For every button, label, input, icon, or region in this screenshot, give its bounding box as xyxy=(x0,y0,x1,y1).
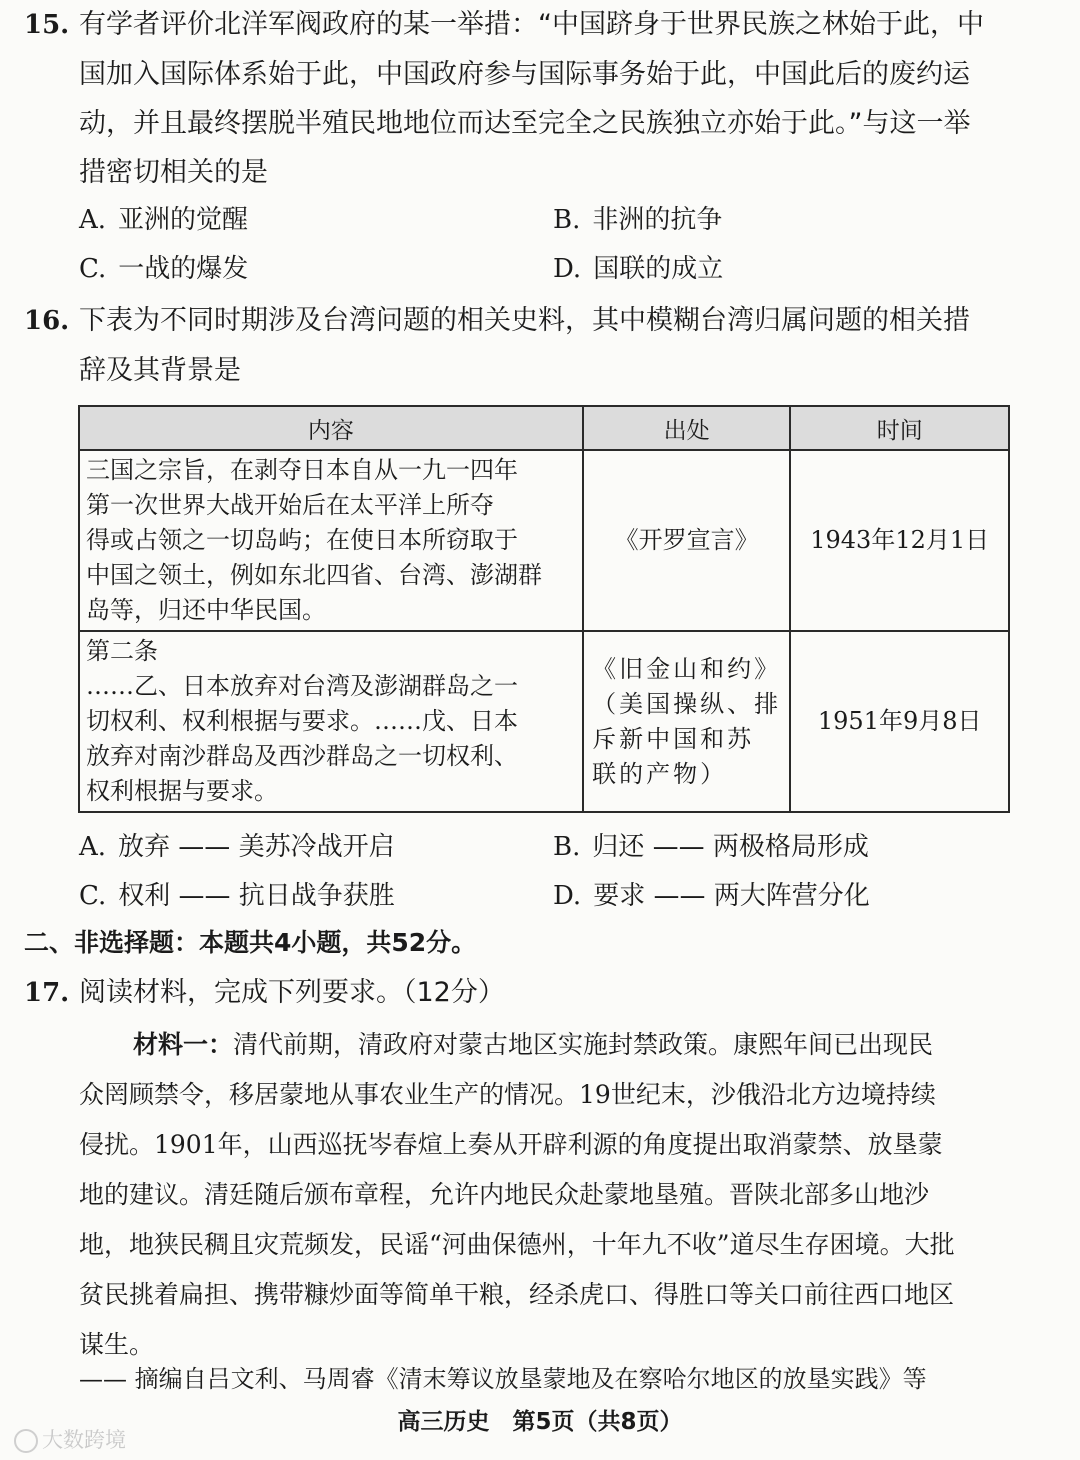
question-15-options xyxy=(79,196,1039,294)
option-b[interactable]: B. 归还 —— 两极格局形成 xyxy=(553,832,869,862)
question-15-line-2: 国加入国际体系始于此，中国政府参与国际事务始于此，中国此后的废约运 xyxy=(79,59,970,90)
question-number: 17. xyxy=(24,978,70,1008)
header-source: 出处 xyxy=(583,406,791,450)
section-heading: 二、非选择题：本题共4小题，共52分。 xyxy=(24,928,477,957)
question-15-line-4: 措密切相关的是 xyxy=(79,157,268,188)
question-17-prompt: 阅读材料，完成下列要求。（12分） xyxy=(79,977,505,1008)
option-c[interactable]: C. 权利 —— 抗日战争获胜 xyxy=(79,881,395,911)
table-row xyxy=(79,631,1009,812)
option-d[interactable]: D. 要求 —— 两大阵营分化 xyxy=(553,881,870,911)
option-c[interactable]: C. 一战的爆发 xyxy=(79,254,249,284)
watermark-icon xyxy=(14,1429,38,1453)
header-content: 内容 xyxy=(79,406,583,450)
material-label: 材料一： xyxy=(133,1030,234,1059)
page-footer: 高三历史 第5页（共8页） xyxy=(397,1409,683,1435)
question-number: 16. xyxy=(24,306,70,336)
watermark: 大数跨境 xyxy=(14,1426,126,1454)
question-16 xyxy=(24,296,1034,395)
question-15-line-1: 15. 有学者评价北洋军阀政府的某一举措：“中国跻身于世界民族之林始于此，中 xyxy=(24,0,1034,50)
option-a[interactable]: A. 亚洲的觉醒 xyxy=(79,205,249,235)
date-cell: 1943年12月1日 xyxy=(790,450,1009,631)
question-16-line-2: 辞及其背景是 xyxy=(79,355,241,386)
content-cell: 第二条 ……乙、日本放弃对台湾及澎湖群岛之一 切权利、权利根据与要求。……戊、日本 放弃对南沙群岛及西沙群岛之一切权利、 权利根据与要求。 xyxy=(79,631,583,812)
question-number: 15. xyxy=(24,10,70,40)
source-cell: 《旧金山和约》 （美国操纵、排 斥新中国和苏 联的产物） xyxy=(583,631,791,812)
source-cell: 《开罗宣言》 xyxy=(583,450,791,631)
date-cell: 1951年9月8日 xyxy=(790,631,1009,812)
question-16-options xyxy=(79,823,1039,921)
option-b[interactable]: B. 非洲的抗争 xyxy=(553,205,723,235)
material-one: 材料一：清代前期，清政府对蒙古地区实施封禁政策。康熙年间已出现民 众罔顾禁令，移居蒙地从事农业生产的情况。19世纪末，沙俄沿北方边境持续 侵扰。1901年，山西巡抚岑春煊上奏从开辟利源的角度提出取消蒙禁、放垦蒙 地的建议。清廷随后颁布章程，允许内地民众赴蒙地垦殖。晋陕北部多山地沙 地，地狭民稠且灾荒频发，民谣“河曲保德州，十年九不收”道尽生存困境。大批 贫民挑着扁担、携带糠炒面等简单干粮，经杀虎口、得胜口等关口前往西口地区 谋生。 xyxy=(79,1030,955,1359)
history-table xyxy=(78,405,1010,813)
question-16-line-1: 16. 下表为不同时期涉及台湾问题的相关史料，其中模糊台湾归属问题的相关措 xyxy=(24,296,1034,346)
material-source: —— 摘编自吕文利、马周睿《清末筹议放垦蒙地及在察哈尔地区的放垦实践》等 xyxy=(79,1365,927,1393)
question-15-line-3: 动，并且最终摆脱半殖民地地位而达至完全之民族独立亦始于此。”与这一举 xyxy=(79,108,971,139)
question-17 xyxy=(24,968,1034,1018)
table-row xyxy=(79,450,1009,631)
question-15 xyxy=(24,0,1034,197)
content-cell: 三国之宗旨，在剥夺日本自从一九一四年 第一次世界大战开始后在太平洋上所夺 得或占领之一切岛屿；在使日本所窃取于 中国之领土，例如东北四省、台湾、澎湖群 岛等，归还中华民国。 xyxy=(79,450,583,631)
header-date: 时间 xyxy=(790,406,1009,450)
option-d[interactable]: D. 国联的成立 xyxy=(553,254,724,284)
option-a[interactable]: A. 放弃 —— 美苏冷战开启 xyxy=(79,832,395,862)
